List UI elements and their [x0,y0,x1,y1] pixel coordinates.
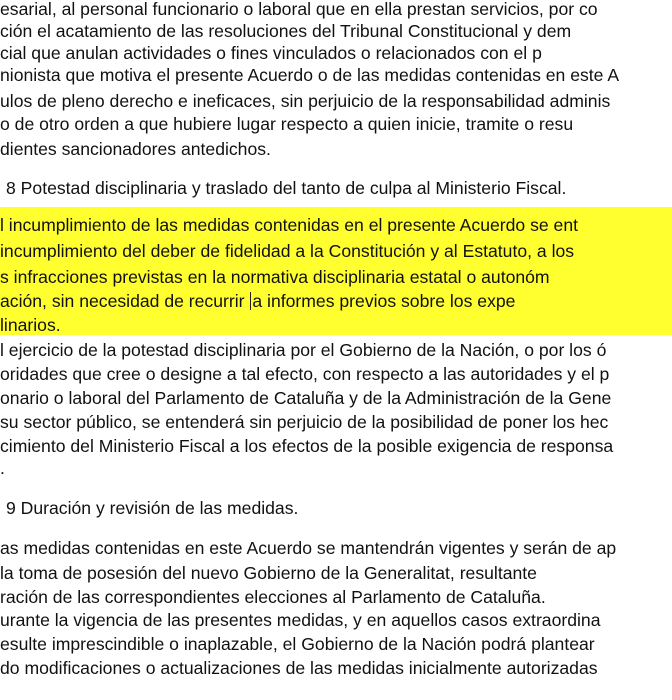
text-line: . [0,458,5,478]
text-line: cimiento del Ministerio Fiscal a los efectos de la posible exigencia de responsa [0,436,614,456]
text-segment: ación, sin necesidad de recurrir [0,291,250,311]
text-line [0,290,515,312]
text-line: incumplimiento del deber de fidelidad a la Constitución y al Estatuto, a los [0,241,575,261]
text-line: cial que anulan actividades o fines vinculados o relacionados con el p [0,43,542,63]
text-line: esarial, al personal funcionario o laboral que en ella prestan servicios, por co [0,0,598,19]
text-line: l incumplimiento de las medidas contenidas en el presente Acuerdo se ent [0,215,579,235]
text-line: ción el acatamiento de las resoluciones del Tribunal Constitucional y dem [0,21,572,41]
section-heading-8: 8 Potestad disciplinaria y traslado del tanto de culpa al Ministerio Fiscal. [6,178,567,198]
text-line: as medidas contenidas en este Acuerdo se mantendrán vigentes y serán de ap [0,538,617,558]
text-line: ulos de pleno derecho e ineficaces, sin perjuicio de la responsabilidad adminis [0,91,611,111]
text-line: oridades que cree o designe a tal efecto, con respecto a las autoridades y el p [0,364,610,384]
text-line: esulte imprescindible o inaplazable, el Gobierno de la Nación podrá plantear [0,634,595,654]
text-line: linarios. [0,315,61,335]
text-line: l ejercicio de la potestad disciplinaria por el Gobierno de la Nación, o por los ó [0,340,607,360]
text-line: urante la vigencia de las presentes medidas, y en aquellos casos extraordina [0,610,601,630]
text-line: onario o laboral del Parlamento de Cataluña y de la Administración de la Gene [0,388,612,408]
text-segment: a informes previos sobre los expe [252,291,516,311]
text-line: ración de las correspondientes elecciones al Parlamento de Cataluña. [0,587,546,607]
text-line: nionista que motiva el presente Acuerdo o de las medidas contenidas en este A [0,65,620,85]
text-line: su sector público, se entenderá sin perjuicio de la posibilidad de poner los hec [0,412,609,432]
text-line: dientes sancionadores antedichos. [0,139,271,159]
text-line: o de otro orden a que hubiere lugar respecto a quien inicie, tramite o resu [0,114,574,134]
text-line: s infracciones previstas en la normativa disciplinaria estatal o autonóm [0,267,550,287]
text-line: la toma de posesión del nuevo Gobierno de la Generalitat, resultante [0,563,537,583]
section-heading-9: 9 Duración y revisión de las medidas. [6,498,299,518]
text-line: do modificaciones o actualizaciones de las medidas inicialmente autorizadas [0,658,598,678]
